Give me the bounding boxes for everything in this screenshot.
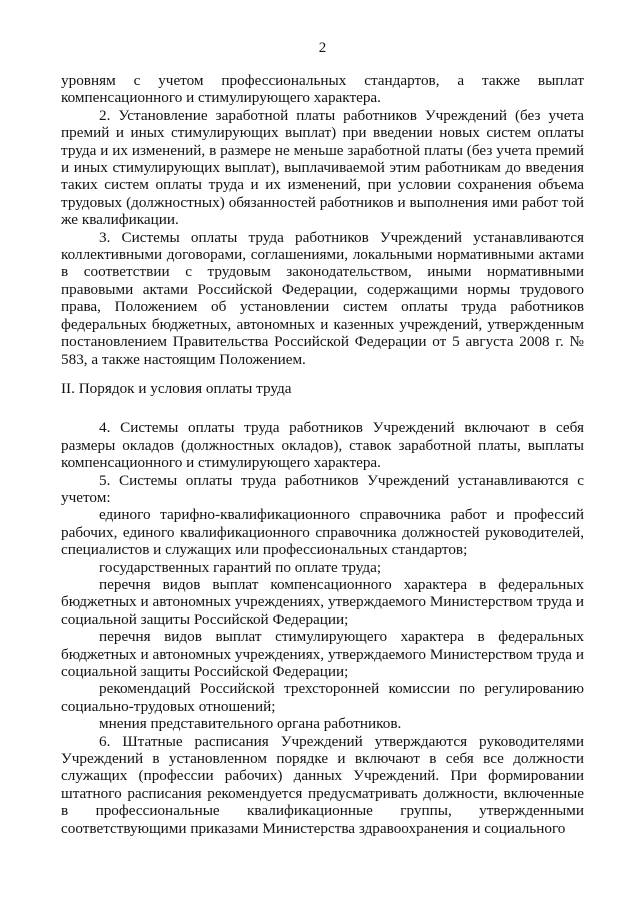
paragraph-item-4: 4. Системы оплаты труда работников Учреждений включают в себя размеры окладов (должностных окладов), ставок заработной платы, выплаты компенсационного и стимулирующего характера. — [61, 419, 584, 472]
paragraph-item-3: 3. Системы оплаты труда работников Учреждений устанавливаются коллективными договорами, соглашениями, локальными нормативными актами в соответствии с трудовым законодательством, иными нормативными правовыми актами Российской Федерации, содержащими нормы трудового права, Положением об установлении систем оплаты труда работников федеральных бюджетных, автономных и казенных учреждений, утвержденным постановлением Правительства Российской Федерации от 5 августа 2008 г. № 583, а также настоящим Положением. — [61, 228, 584, 368]
paragraph-item-2: 2. Установление заработной платы работников Учреждений (без учета премий и иных стимулирующих выплат) при введении новых систем оплаты труда и их изменений, в размере не меньше заработной платы (без учета премий и иных стимулирующих выплат), выплачиваемой этим работникам до введения таких систем оплаты труда и их изменений, при условии сохранения объема трудовых (должностных) обязанностей работников и выполнения ими работ той же квалификации. — [61, 106, 584, 229]
list-item-incentive-list: перечня видов выплат стимулирующего характера в федеральных бюджетных и автономных учреждениях, утверждаемого Министерством труда и социальной защиты Российской Федерации; — [61, 628, 584, 680]
paragraph-continuation: уровням с учетом профессиональных стандартов, а также выплат компенсационного и стимулирующего характера. — [61, 72, 584, 107]
page-number: 2 — [318, 40, 327, 56]
list-item-workers-body-opinion: мнения представительного органа работников. — [99, 715, 402, 733]
list-item-compensation-list: перечня видов выплат компенсационного характера в федеральных бюджетных и автономных учреждениях, утверждаемого Министерством труда и социальной защиты Российской Федерации; — [61, 575, 584, 628]
list-item-tripartite-commission: рекомендаций Российской трехсторонней комиссии по регулированию социально-трудовых отношений; — [61, 680, 584, 715]
paragraph-item-6: 6. Штатные расписания Учреждений утверждаются руководителями Учреждений в установленном порядке и включают в себя все должности служащих (профессии рабочих) данных Учреждений. При формировании штатного расписания рекомендуется предусматривать должности, включенные в профессиональные квалификационные группы, утвержденными соответствующими приказами Министерства здравоохранения и социального — [61, 732, 584, 837]
document-body — [61, 72, 584, 837]
list-item-tariff-reference: единого тарифно-квалификационного справочника работ и профессий рабочих, единого квалификационного справочника должностей руководителей, специалистов и служащих или профессиональных стандартов; — [61, 506, 584, 559]
list-item-state-guarantees: государственных гарантий по оплате труда; — [99, 558, 382, 576]
paragraph-item-5: 5. Системы оплаты труда работников Учреждений устанавливаются с учетом: — [61, 471, 584, 506]
section-heading: II. Порядок и условия оплаты труда — [61, 379, 292, 397]
